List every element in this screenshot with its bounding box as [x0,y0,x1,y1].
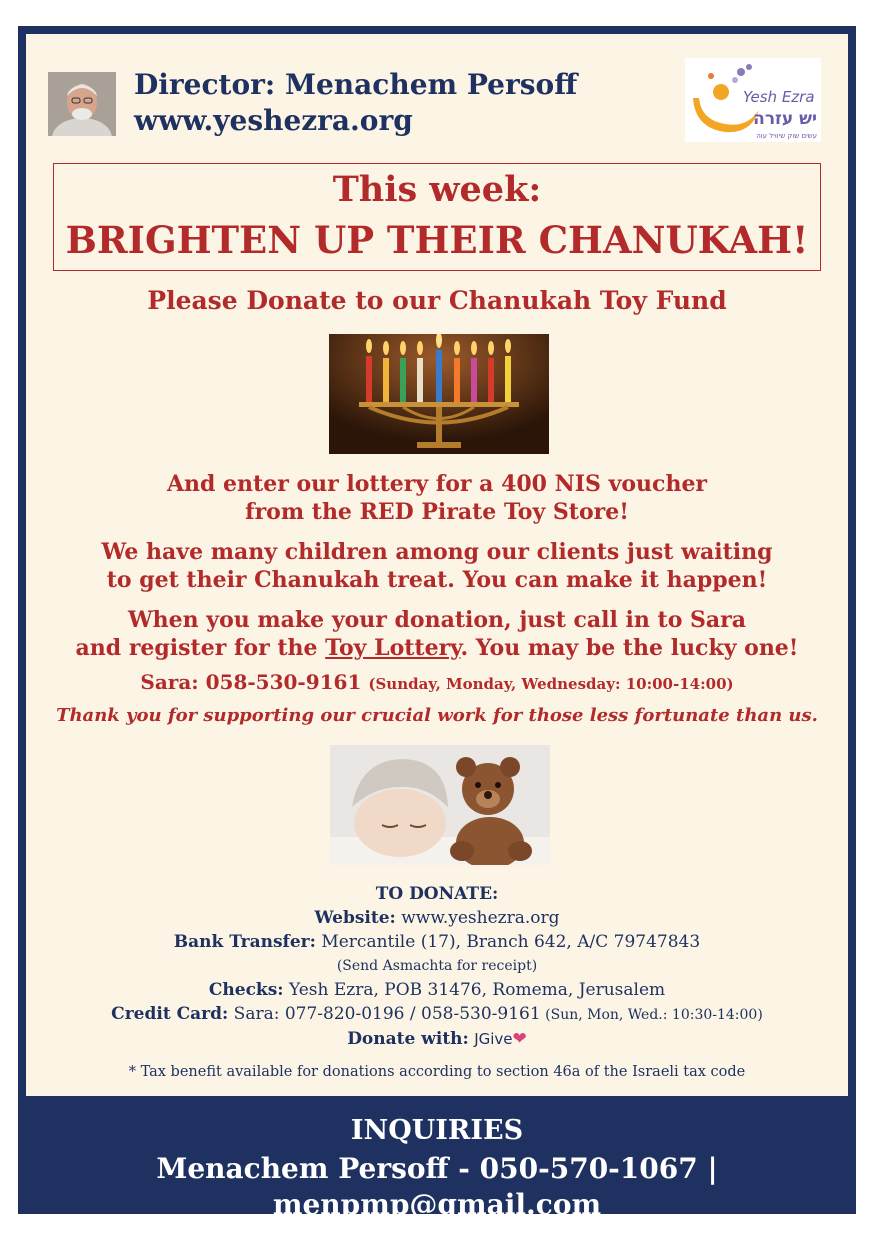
baby-teddy-image [330,745,550,865]
director-photo [48,72,116,136]
donate-checks-label: Checks: [208,980,284,1000]
footer-heading: INQUIRIES [350,1115,524,1146]
children-paragraph [0,538,874,594]
donate-bank-value: Mercantile (17), Branch 642, A/C 79747843 [315,932,701,952]
header-website-link[interactable]: www.yeshezra.org [134,104,413,137]
call-line2 [0,634,874,662]
logo-text-he: יש עזרה [753,109,817,129]
donate-website-link[interactable]: www.yeshezra.org [395,908,560,928]
children-line2: to get their Chanukah treat. You can make it happen! [106,567,768,593]
logo-tagline: עשים שוק שיוויל עוה [756,132,817,140]
yesh-ezra-logo [685,58,821,142]
donate-jgive-row [0,1027,874,1051]
call-line2-post: . You may be the lucky one! [460,635,799,661]
toy-lottery-link[interactable]: Toy Lottery [325,635,461,661]
donate-checks-row [0,978,874,1002]
donate-jgive-label: Donate with: [347,1029,469,1049]
call-line2-pre: and register for the [75,635,326,661]
sara-phone: Sara: 058-530-9161 [140,670,362,694]
donate-bank-note: (Send Asmachta for receipt) [336,958,538,974]
footer-contact: Menachem Persoff - 050-570-1067 | menpmp@gmail.com [156,1152,718,1221]
donate-bank-row [0,930,874,954]
call-line1: When you make your donation, just call in to Sara [127,607,747,633]
jgive-link[interactable]: JGive [474,1030,513,1048]
donate-website-row [0,906,874,930]
logo-text-en: Yesh Ezra [743,88,815,106]
donate-heading: TO DONATE: [375,884,499,904]
tax-note: * Tax benefit available for donations according to section 46a of the Israeli tax code [128,1064,746,1080]
headline-line1: This week: [332,169,542,210]
donate-cc-value: Sara: 077-820-0196 / 058-530-9161 [228,1004,541,1024]
director-name: Director: Menachem Persoff [134,68,578,101]
donation-details [0,882,874,1051]
sara-contact [0,669,874,697]
donate-cc-label: Credit Card: [111,1004,229,1024]
donate-website-label: Website: [314,908,396,928]
lottery-line1: And enter our lottery for a 400 NIS voucher [166,471,708,497]
call-paragraph [0,606,874,662]
lottery-line2: from the RED Pirate Toy Store! [245,499,629,525]
sara-hours: (Sunday, Monday, Wednesday: 10:00-14:00) [368,675,734,693]
donate-cc-row [0,1002,874,1027]
menorah-image [329,334,549,454]
donate-checks-value: Yesh Ezra, POB 31476, Romema, Jerusalem [283,980,666,1000]
thank-you-note: Thank you for supporting our crucial work for those less fortunate than us. [56,705,818,726]
headline-line2: BRIGHTEN UP THEIR CHANUKAH! [65,218,809,262]
lottery-paragraph [0,470,874,526]
children-line1: We have many children among our clients just waiting [101,539,773,565]
donate-cc-hours: (Sun, Mon, Wed.: 10:30-14:00) [540,1007,763,1023]
donate-bank-label: Bank Transfer: [173,932,316,952]
heart-icon: ❤ [512,1029,527,1049]
subheadline: Please Donate to our Chanukah Toy Fund [147,286,727,315]
